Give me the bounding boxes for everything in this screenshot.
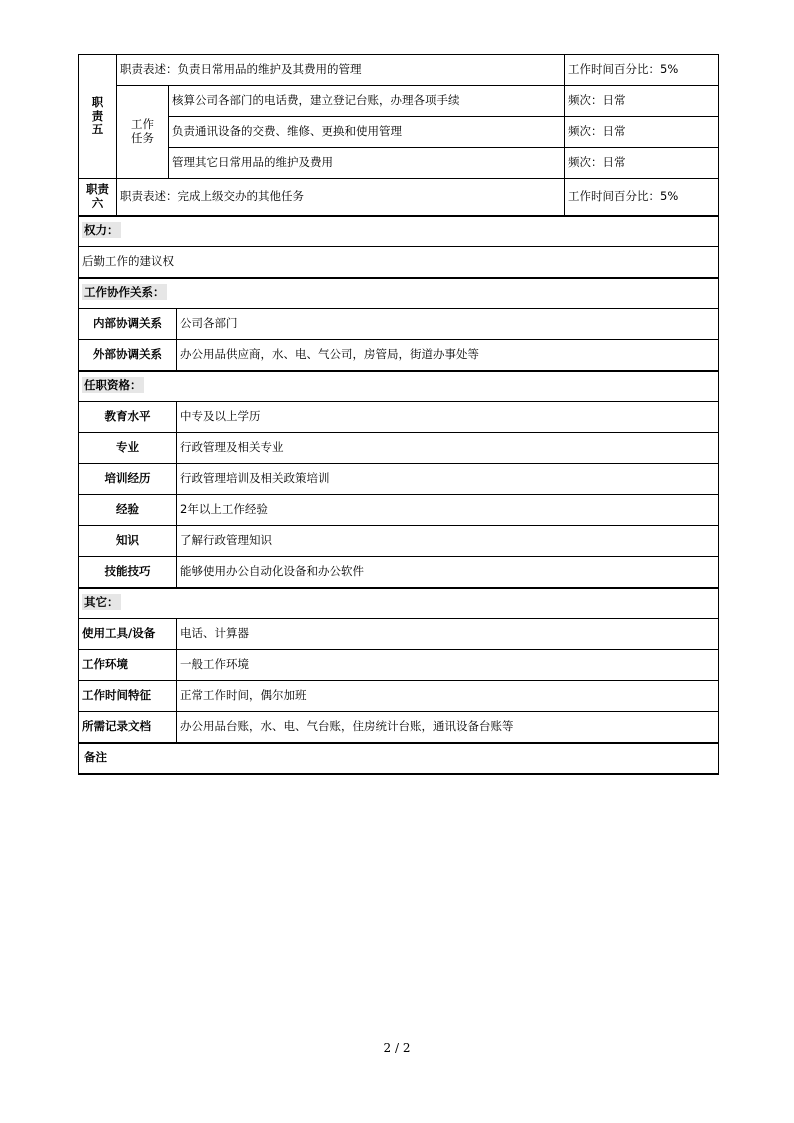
other-heading-row xyxy=(79,588,719,619)
authority-heading-row xyxy=(79,216,719,247)
job-description-table xyxy=(78,54,719,775)
duty6-time-percent: 工作时间百分比：5% xyxy=(565,179,719,216)
experience-label: 经验 xyxy=(79,495,177,526)
duty5-task-3: 管理其它日常用品的维护及费用 xyxy=(169,148,565,179)
qualification-row xyxy=(79,557,719,588)
duty6-label-text: 职责 六 xyxy=(86,181,109,210)
qualification-row xyxy=(79,402,719,433)
internal-relations-label: 内部协调关系 xyxy=(79,309,177,340)
relations-heading xyxy=(79,278,719,309)
environment-label: 工作环境 xyxy=(79,650,177,681)
qualification-row xyxy=(79,495,719,526)
other-row xyxy=(79,619,719,650)
authority-content: 后勤工作的建议权 xyxy=(79,247,719,278)
other-heading xyxy=(79,588,719,619)
major-value: 行政管理及相关专业 xyxy=(177,433,719,464)
records-label: 所需记录文档 xyxy=(79,712,177,743)
authority-heading-text: 权力： xyxy=(84,223,119,238)
knowledge-label: 知识 xyxy=(79,526,177,557)
duty6-label xyxy=(79,179,117,216)
internal-relations-value: 公司各部门 xyxy=(177,309,719,340)
duty5-description-row xyxy=(79,55,719,86)
duty5-task-3-frequency: 频次：日常 xyxy=(565,148,719,179)
remarks-heading xyxy=(79,743,719,774)
experience-value: 2年以上工作经验 xyxy=(177,495,719,526)
authority-heading xyxy=(79,216,719,247)
relations-heading-row xyxy=(79,278,719,309)
other-heading-text: 其它： xyxy=(84,595,119,610)
education-value: 中专及以上学历 xyxy=(177,402,719,433)
other-row xyxy=(79,650,719,681)
duty5-description: 职责表述：负责日常用品的维护及其费用的管理 xyxy=(117,55,565,86)
records-value: 办公用品台账，水、电、气台账，住房统计台账，通讯设备台账等 xyxy=(177,712,719,743)
duty5-task-label-text: 工作 任务 xyxy=(131,117,154,145)
duty5-task-row xyxy=(79,86,719,117)
duty5-task-row xyxy=(79,117,719,148)
education-label: 教育水平 xyxy=(79,402,177,433)
authority-content-row xyxy=(79,247,719,278)
environment-value: 一般工作环境 xyxy=(177,650,719,681)
qualifications-heading-text: 任职资格： xyxy=(84,378,142,393)
duty6-description: 职责表述：完成上级交办的其他任务 xyxy=(117,179,565,216)
duty5-task-2: 负责通讯设备的交费、维修、更换和使用管理 xyxy=(169,117,565,148)
work-hours-label: 工作时间特征 xyxy=(79,681,177,712)
duty5-label xyxy=(79,55,117,179)
qualification-row xyxy=(79,526,719,557)
external-relations-row xyxy=(79,340,719,371)
qualification-row xyxy=(79,464,719,495)
other-row xyxy=(79,712,719,743)
qualifications-heading xyxy=(79,371,719,402)
duty5-task-2-frequency: 频次：日常 xyxy=(565,117,719,148)
duty5-task-row xyxy=(79,148,719,179)
qualifications-heading-row xyxy=(79,371,719,402)
other-row xyxy=(79,681,719,712)
skills-value: 能够使用办公自动化设备和办公软件 xyxy=(177,557,719,588)
duty6-row xyxy=(79,179,719,216)
relations-heading-text: 工作协作关系： xyxy=(84,285,165,300)
tools-value: 电话、计算器 xyxy=(177,619,719,650)
page-number: 2 / 2 xyxy=(383,1041,411,1055)
major-label: 专业 xyxy=(79,433,177,464)
work-hours-value: 正常工作时间，偶尔加班 xyxy=(177,681,719,712)
external-relations-value: 办公用品供应商，水、电、气公司，房管局，街道办事处等 xyxy=(177,340,719,371)
skills-label: 技能技巧 xyxy=(79,557,177,588)
training-label: 培训经历 xyxy=(79,464,177,495)
duty5-time-percent: 工作时间百分比：5% xyxy=(565,55,719,86)
remarks-heading-text: 备注 xyxy=(84,750,107,765)
duty5-task-label xyxy=(117,86,169,179)
qualification-row xyxy=(79,433,719,464)
duty5-label-text: 职 责 五 xyxy=(91,94,104,137)
tools-label: 使用工具/设备 xyxy=(79,619,177,650)
remarks-row xyxy=(79,743,719,774)
duty5-task-1-frequency: 频次：日常 xyxy=(565,86,719,117)
knowledge-value: 了解行政管理知识 xyxy=(177,526,719,557)
external-relations-label: 外部协调关系 xyxy=(79,340,177,371)
duty5-task-1: 核算公司各部门的电话费，建立登记台账，办理各项手续 xyxy=(169,86,565,117)
training-value: 行政管理培训及相关政策培训 xyxy=(177,464,719,495)
internal-relations-row xyxy=(79,309,719,340)
